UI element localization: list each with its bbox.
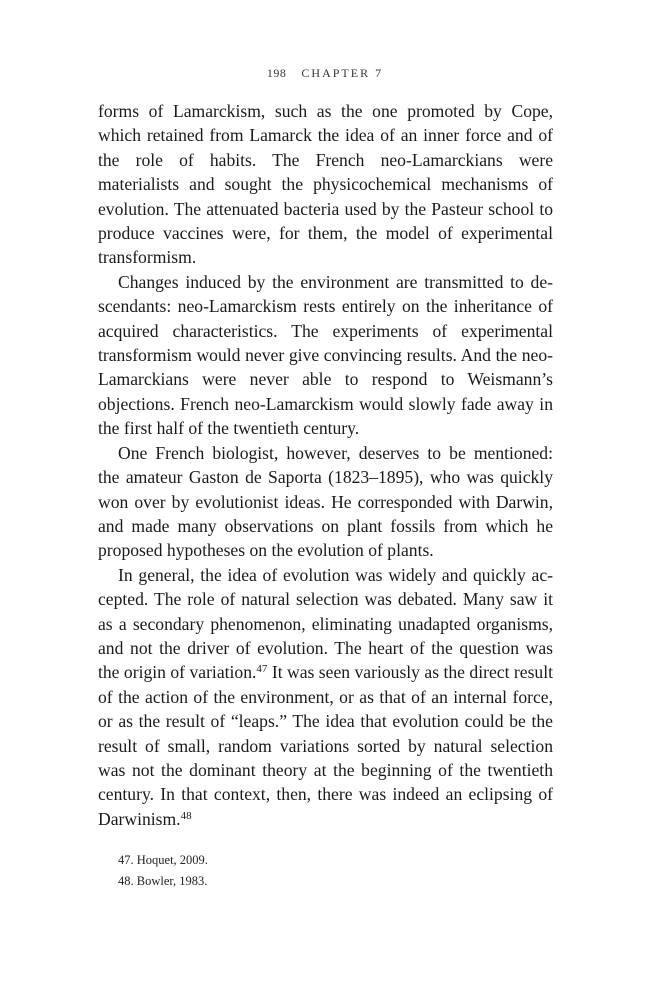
footnote-47: 47. Hoquet, 2009. [118, 853, 208, 867]
page-number: 198 [266, 66, 287, 80]
running-head [0, 66, 650, 81]
paragraph-4-part-1: In general, the idea of evolution was widely and quickly accepted. The role of natural selection was debated. Many saw it as a secondary phenomenon, eliminating unadapted organisms, and not the driver of evolution. The heart of the question was the origin of variation. [98, 564, 553, 683]
paragraph-2: Changes induced by the environment are transmitted to descendants: neo-Lamarckism rests entirely on the inheritance of acquired characteristics. The experiments of experimental transformism would never give convincing results. And the neo-Lamarckians were never able to respond to Weismann’s objections. French neo-Lamarckism would slowly fade away in the first half of the twentieth century. [98, 271, 553, 439]
paragraph-3: One French biologist, however, deserves to be mentioned: the amateur Gaston de Saporta (1823–1895), who was quickly won over by evolutionist ideas. He corresponded with Darwin, and made many observations on plant fossils from which he proposed hypotheses on the evolution of plants. [98, 442, 553, 561]
footnote-ref-47[interactable]: 47 [256, 663, 268, 676]
footnote-48: 48. Bowler, 1983. [118, 874, 208, 888]
chapter-title: CHAPTER 7 [301, 66, 384, 80]
paragraph-4-part-2: It was seen variously as the direct result of the action of the environment, or as that of an internal force, or as the result of “leaps.” The idea that evolution could be the result of small, random variations sorted by natural selection was not the dominant theory at the beginning of the twentieth century. In that context, then, there was indeed an eclipsing of Darwinism. [98, 662, 553, 829]
footnotes [118, 850, 208, 892]
body-text [98, 99, 553, 831]
paragraph-4 [98, 563, 553, 831]
paragraph-1: forms of Lamarckism, such as the one promoted by Cope, which retained from Lamarck the idea of an inner force and of the role of habits. The French neo-Lamarckians were materialists and sought the physicochemical mechanisms of evolution. The attenuated bacteria used by the Pasteur school to produce vaccines were, for them, the model of experimental transformism. [98, 101, 553, 268]
footnote-ref-48[interactable]: 48 [180, 809, 192, 822]
